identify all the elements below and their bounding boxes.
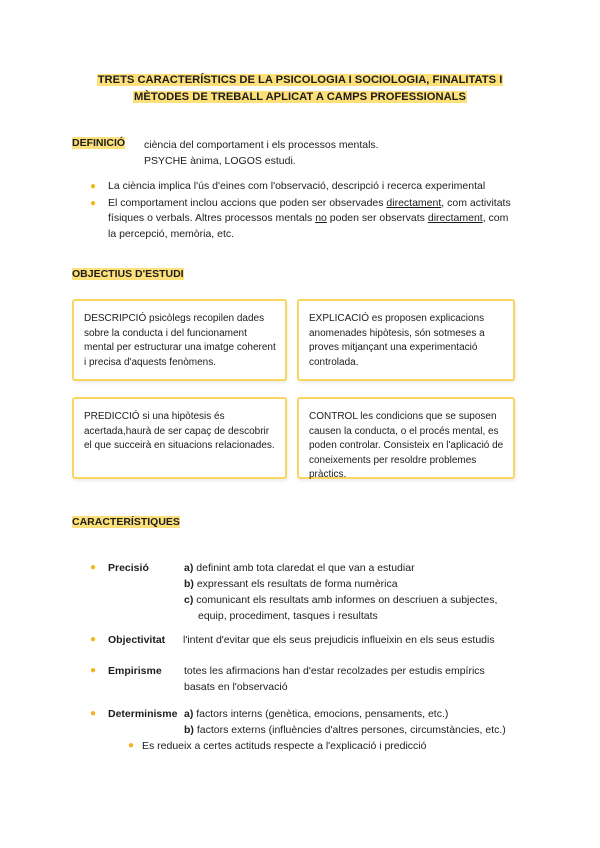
objective-term: CONTROL <box>309 411 358 422</box>
objective-text: es proposen explicacions anomenades hipòtesis, són sotmeses a proves mitjançant una experimentació controlada. <box>309 313 485 368</box>
underlined-word: directament <box>427 212 483 224</box>
determinisme-sub-bullet <box>128 738 427 754</box>
item-tag: a) <box>184 562 194 574</box>
item-tag: a) <box>184 708 194 720</box>
item-text: expressant els resultats de forma numèrica <box>193 578 398 590</box>
list-item <box>88 196 518 243</box>
item-text: factors externs (influències d'altres persones, circumstàncies, etc.) <box>193 724 506 736</box>
item-text-continued: equip, procediment, tasques i resultats <box>198 610 378 622</box>
title-line-1: TRETS CARACTERÍSTICS DE LA PSICOLOGIA I SOCIOLOGIA, FINALITATS I <box>97 74 503 86</box>
objectius-heading: OBJECTIUS D'ESTUDI <box>72 268 184 280</box>
bullet-text-part: , com activitats físiques o verbals. Altres processos mentals <box>108 196 511 224</box>
bullet-dot-icon: ● <box>90 181 97 192</box>
objective-term: PREDICCIÓ <box>84 411 140 422</box>
objective-text: psicòlegs recopilen dades sobre la conducta i del funcionament mental per estructurar una imatge coherent i precisa d'aquests fenòmens. <box>84 313 276 368</box>
feature-name: Determinisme <box>108 708 178 720</box>
item-text: factors interns (genètica, emocions, pensaments, etc.) <box>193 708 449 720</box>
sub-bullet-text: Es redueix a certes actituds respecte a l'explicació i predicció <box>142 740 427 752</box>
bullet-text-part: , com la percepció, memòria, etc. <box>108 212 509 240</box>
item-text: comunicant els resultats amb informes on descriuen a subjectes, <box>193 594 498 606</box>
item-text: definint amb tota claredat el que van a estudiar <box>193 562 415 574</box>
objective-text: si una hipòtesis és acertada,haurà de ser capaç de descobrir el que succeirà en situacions relacionades. <box>84 411 275 451</box>
intro-bullet-list <box>88 179 518 243</box>
page-title <box>60 72 540 106</box>
feature-body <box>184 560 497 624</box>
definition-line-1: ciència del comportament i els processos mentals. <box>144 139 379 151</box>
definition-text <box>144 137 379 169</box>
item-tag: b) <box>184 578 194 590</box>
feature-precisio <box>88 560 548 624</box>
feature-objectivitat <box>88 632 548 648</box>
bullet-dot-icon: ● <box>90 665 97 676</box>
feature-body <box>184 706 506 738</box>
feature-line: totes les afirmacions han d'estar recolzades per estudis empírics <box>184 665 485 677</box>
definition-label: DEFINICIÓ <box>72 137 126 149</box>
underlined-word: directament <box>386 196 442 209</box>
bullet-dot-icon: ● <box>90 197 97 209</box>
objective-term: EXPLICACIÓ <box>309 313 370 324</box>
objective-box-descripcio <box>72 299 287 381</box>
objective-term: DESCRIPCIÓ <box>84 313 147 324</box>
bullet-text-part: poden ser observats <box>326 212 428 224</box>
bullet-dot-icon: ● <box>90 634 97 645</box>
feature-determinisme <box>88 706 548 738</box>
item-tag: b) <box>184 724 194 736</box>
feature-name: Precisió <box>108 562 149 574</box>
objective-text: les condicions que se suposen causen la conducta, o el procés mental, es poden controlar. Consisteix en l'aplicació de coneixements per resoldre problemes pràctics. <box>309 411 504 480</box>
feature-empirisme <box>88 663 548 695</box>
bullet-text: La ciència implica l'ús d'eines com l'observació, descripció i recerca experimental <box>108 180 486 192</box>
title-line-2: MÈTODES DE TREBALL APLICAT A CAMPS PROFESSIONALS <box>134 91 466 103</box>
caracteristiques-heading: CARACTERÍSTIQUES <box>72 516 180 528</box>
definition-line-2: PSYCHE ànima, LOGOS estudi. <box>144 155 296 167</box>
objective-box-prediccio <box>72 397 287 479</box>
objective-box-control <box>297 397 515 479</box>
objective-box-explicacio <box>297 299 515 381</box>
feature-line: basats en l'observació <box>184 681 288 693</box>
item-tag: c) <box>184 594 194 606</box>
list-item <box>88 179 518 195</box>
bullet-dot-icon: ● <box>128 740 135 751</box>
feature-name: Empirisme <box>108 665 162 677</box>
underlined-word: no <box>315 212 327 224</box>
feature-name: Objectivitat <box>108 634 166 646</box>
bullet-dot-icon: ● <box>90 708 97 719</box>
feature-body: l'intent d'evitar que els seus prejudicis influeixin en els seus estudis <box>183 634 495 646</box>
bullet-dot-icon: ● <box>90 562 97 573</box>
bullet-text-part: El comportament inclou accions que poden ser observades <box>108 196 387 209</box>
feature-body <box>184 663 485 695</box>
